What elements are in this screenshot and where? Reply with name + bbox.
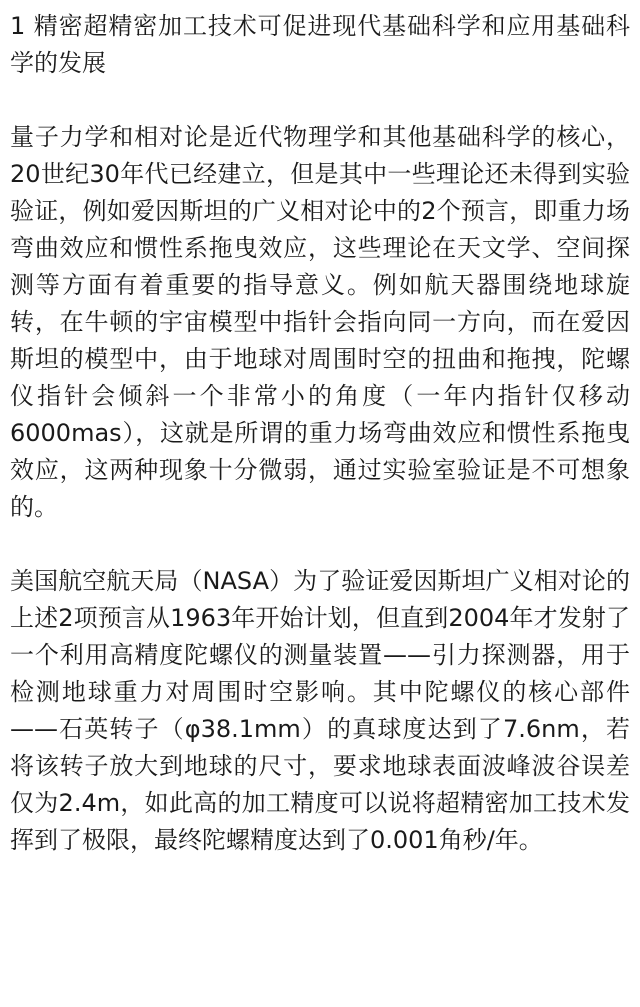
article-body xyxy=(10,8,630,859)
section-heading: 1 精密超精密加工技术可促进现代基础科学和应用基础科学的发展 xyxy=(10,12,630,77)
paragraph-nasa-gyroscope: 美国航空航天局（NASA）为了验证爱因斯坦广义相对论的上述2项预言从1963年开始计划，但直到2004年才发射了一个利用高精度陀螺仪的测量装置——引力探测器，用于检测地球重力对周围时空影响。其中陀螺仪的核心部件——石英转子（φ38.1mm）的真球度达到了7.6nm，若将该转子放大到地球的尺寸，要求地球表面波峰波谷误差仅为2.4m，如此高的加工精度可以说将超精密加工技术发挥到了极限，最终陀螺精度达到了0.001角秒/年。 xyxy=(10,567,630,854)
paragraph-relativity-intro: 量子力学和相对论是近代物理学和其他基础科学的核心，20世纪30年代已经建立，但是其中一些理论还未得到实验验证，例如爱因斯坦的广义相对论中的2个预言，即重力场弯曲效应和惯性系拖曳效应，这些理论在天文学、空间探测等方面有着重要的指导意义。例如航天器围绕地球旋转，在牛顿的宇宙模型中指针会指向同一方向，而在爱因斯坦的模型中，由于地球对周围时空的扭曲和拖拽，陀螺仪指针会倾斜一个非常小的角度（一年内指针仅移动6000mas），这就是所谓的重力场弯曲效应和惯性系拖曳效应，这两种现象十分微弱，通过实验室验证是不可想象的。 xyxy=(10,123,630,521)
